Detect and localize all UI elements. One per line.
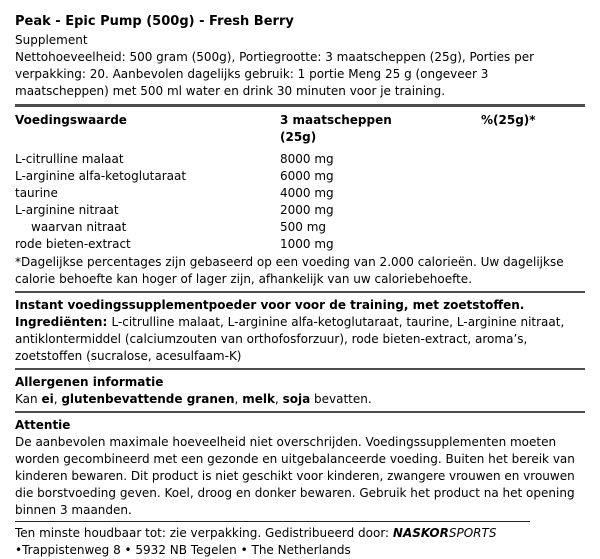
nutrient-percent: [481, 202, 585, 219]
nutrient-name: L-arginine alfa-ketoglutaraat: [15, 169, 187, 183]
daily-value-footnote: *Dagelijkse percentages zijn gebaseerd op een voeding van 2.000 calorieën. Uw dagelijkse calorie behoefte kan hoger of lager zijn, afhankelijk van uw caloriebehoefte.: [15, 255, 564, 286]
allergens-text: [15, 391, 585, 408]
allergens-prefix: Kan: [15, 392, 42, 406]
column-header-percent: %(25g)*: [481, 113, 536, 127]
nutrient-amount: 8000 mg: [280, 152, 334, 166]
allergen-item: glutenbevattende granen: [61, 392, 235, 406]
nutrient-percent: [481, 236, 585, 253]
attention-body: De aanbevolen maximale hoeveelheid niet overschrijden. Voedingssupplementen moeten worden gecombineerd met een gezonde en uitgebalanceerde voeding. Buiten het bereik van kinderen bewaren. Dit product is niet geschikt voor kinderen, zwangere vrouwen en vrouwen die borstvoeding geven. Koel, droog en donker bewaren. Gebruik het product na het opening binnen 3 maanden.: [15, 435, 575, 517]
allergens-suffix: bevatten.: [310, 392, 372, 406]
ingredients-heading: Instant voedingssupplementpoeder voor voor de training, met zoetstoffen. Ingrediënten:: [15, 298, 525, 329]
nutrient-name: rode bieten-extract: [15, 237, 131, 251]
brand-name-bold: NASKOR: [392, 526, 449, 540]
ingredients-list: L-citrulline malaat, L-arginine alfa-ketoglutaraat, taurine, L-arginine nitraat, antiklontermiddel (calciumzouten van orthofosforzuur), rode bieten-extract, aroma’s, zoetstoffen (sucralose, acesulfaam-K): [15, 315, 565, 363]
allergen-item: soja: [282, 392, 311, 406]
brand-name-italic: SPORTS: [448, 526, 497, 540]
section-divider: [15, 411, 585, 413]
nutrient-name: taurine: [15, 186, 58, 200]
nutrient-percent: [481, 185, 585, 202]
table-header-row: [15, 112, 585, 146]
nutrient-name: L-citrulline malaat: [15, 152, 124, 166]
nutrition-table: [15, 112, 585, 253]
nutrient-percent: [481, 168, 585, 185]
section-divider: [15, 104, 585, 107]
nutrient-amount: 1000 mg: [280, 237, 334, 251]
footer-prefix: Ten minste houdbaar tot: zie verpakking. Gedistribueerd door:: [15, 526, 393, 540]
section-divider: [15, 291, 585, 293]
allergens-separator: ,: [234, 392, 243, 406]
table-row: [15, 151, 585, 168]
column-header-amount-line1: 3 maatscheppen: [280, 113, 392, 127]
table-row: [15, 202, 585, 219]
allergen-item: ei: [41, 392, 54, 406]
nutrient-name-subitem: waarvan nitraat: [31, 220, 127, 234]
attention-heading: Attentie: [15, 418, 71, 432]
nutrient-amount: 6000 mg: [280, 169, 334, 183]
allergens-separator: ,: [274, 392, 283, 406]
column-header-amount: [280, 112, 481, 146]
nutrient-amount: 2000 mg: [280, 203, 334, 217]
supplement-subtitle: Supplement: [15, 33, 88, 47]
table-row: [15, 219, 585, 236]
ingredients-paragraph: [15, 297, 585, 365]
distribution-footer: [15, 525, 585, 559]
allergens-separator: ,: [53, 392, 62, 406]
nutrient-name: L-arginine nitraat: [15, 203, 119, 217]
table-row: [15, 168, 585, 185]
nutrient-amount: 500 mg: [280, 220, 327, 234]
table-row: [15, 185, 585, 202]
table-row: [15, 236, 585, 253]
nutrient-amount: 4000 mg: [280, 186, 334, 200]
product-title: Peak - Epic Pump (500g) - Fresh Berry: [15, 14, 294, 29]
allergen-item: melk: [242, 392, 275, 406]
net-quantity-text: Nettohoeveelheid: 500 gram (500g), Portiegrootte: 3 maatscheppen (25g), Porties per verpakking: 20. Aanbevolen dagelijks gebruik: 1 portie Meng 25 g (ongeveer 3 maatscheppen) met 500 ml water en drink 30 minuten voor je training.: [15, 50, 535, 98]
distributor-address: •Trappistenweg 8 • 5932 NB Tegelen • The Netherlands: [15, 543, 351, 557]
nutrient-percent: [481, 151, 585, 168]
section-divider: [15, 368, 585, 370]
column-header-nutrient: Voedingswaarde: [15, 113, 127, 127]
nutrient-percent: [481, 219, 585, 236]
thin-divider: [15, 521, 530, 522]
column-header-amount-line2: (25g): [280, 130, 317, 144]
allergens-heading: Allergenen informatie: [15, 375, 164, 389]
